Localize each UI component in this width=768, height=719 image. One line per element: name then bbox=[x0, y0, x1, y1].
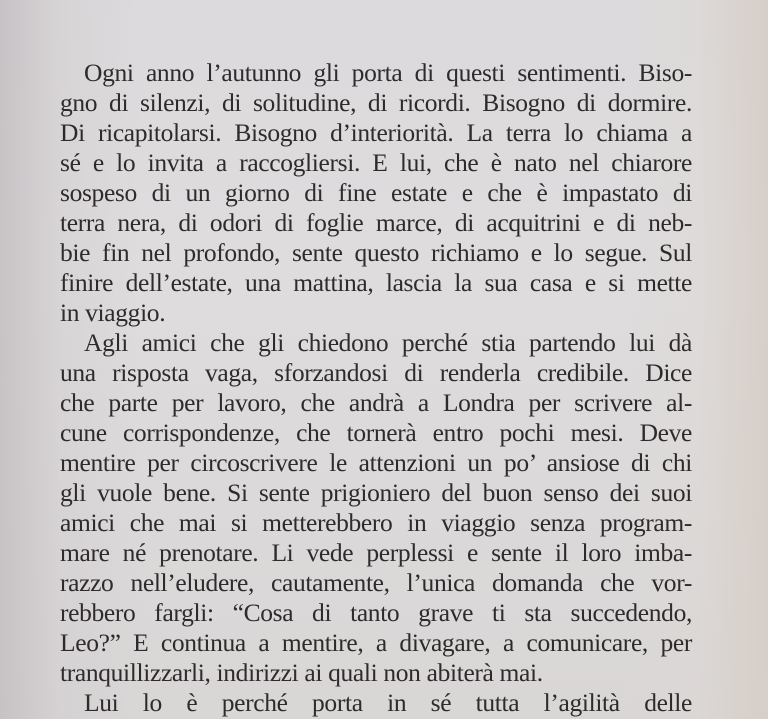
paragraph-2-line-12: tranquillizzarli, indirizzi ai quali non abiterà mai. bbox=[60, 658, 543, 687]
paragraph-1-line-3: Di ricapitolarsi. Bisogno d’interiorità. La terra lo chiama a bbox=[60, 118, 692, 147]
paragraph-2-line-1: Agli amici che gli chiedono perché stia partendo lui dà bbox=[84, 328, 692, 357]
paragraph-2-line-4: cune corrispondenze, che tornerà entro pochi mesi. Deve bbox=[60, 418, 692, 447]
paragraph-2-line-2: una risposta vaga, sforzandosi di renderla credibile. Dice bbox=[60, 358, 692, 387]
paragraph-2-line-3: che parte per lavoro, che andrà a Londra per scrivere al- bbox=[60, 388, 692, 417]
paragraph-1-line-1: Ogni anno l’autunno gli porta di questi sentimenti. Biso- bbox=[84, 58, 692, 87]
paragraph-2-line-11: Leo?” E continua a mentire, a divagare, a comunicare, per bbox=[60, 628, 692, 657]
paragraph-2-line-9: razzo nell’eludere, cautamente, l’unica domanda che vor- bbox=[60, 568, 692, 597]
paragraph-1-line-5: sospeso di un giorno di fine estate e che è impastato di bbox=[60, 178, 692, 207]
paragraph-1-line-6: terra nera, di odori di foglie marce, di acquitrini e di neb- bbox=[60, 208, 692, 237]
paragraph-2-line-10: rebbero fargli: “Cosa di tanto grave ti sta succedendo, bbox=[60, 598, 692, 627]
paragraph-2-line-8: mare né prenotare. Li vede perplessi e sente il loro imba- bbox=[60, 538, 692, 567]
paragraph-2-line-6: gli vuole bene. Si sente prigioniero del buon senso dei suoi bbox=[60, 478, 692, 507]
paragraph-1-line-7: bie fin nel profondo, sente questo richiamo e lo segue. Sul bbox=[60, 238, 692, 267]
paragraph-3-line-1: Lui lo è perché porta in sé tutta l’agilità delle bbox=[84, 688, 692, 717]
paragraph-1-line-2: gno di silenzi, di solitudine, di ricordi. Bisogno di dormire. bbox=[60, 88, 692, 117]
paragraph-1-line-8: finire dell’estate, una mattina, lascia la sua casa e si mette bbox=[60, 268, 692, 297]
paragraph-2-line-7: amici che mai si metterebbero in viaggio senza program- bbox=[60, 508, 692, 537]
paragraph-1-line-9: in viaggio. bbox=[60, 298, 166, 327]
paragraph-2-line-5: mentire per circoscrivere le attenzioni un po’ ansiose di chi bbox=[60, 448, 692, 477]
paragraph-1-line-4: sé e lo invita a raccogliersi. E lui, che è nato nel chiarore bbox=[60, 148, 692, 177]
